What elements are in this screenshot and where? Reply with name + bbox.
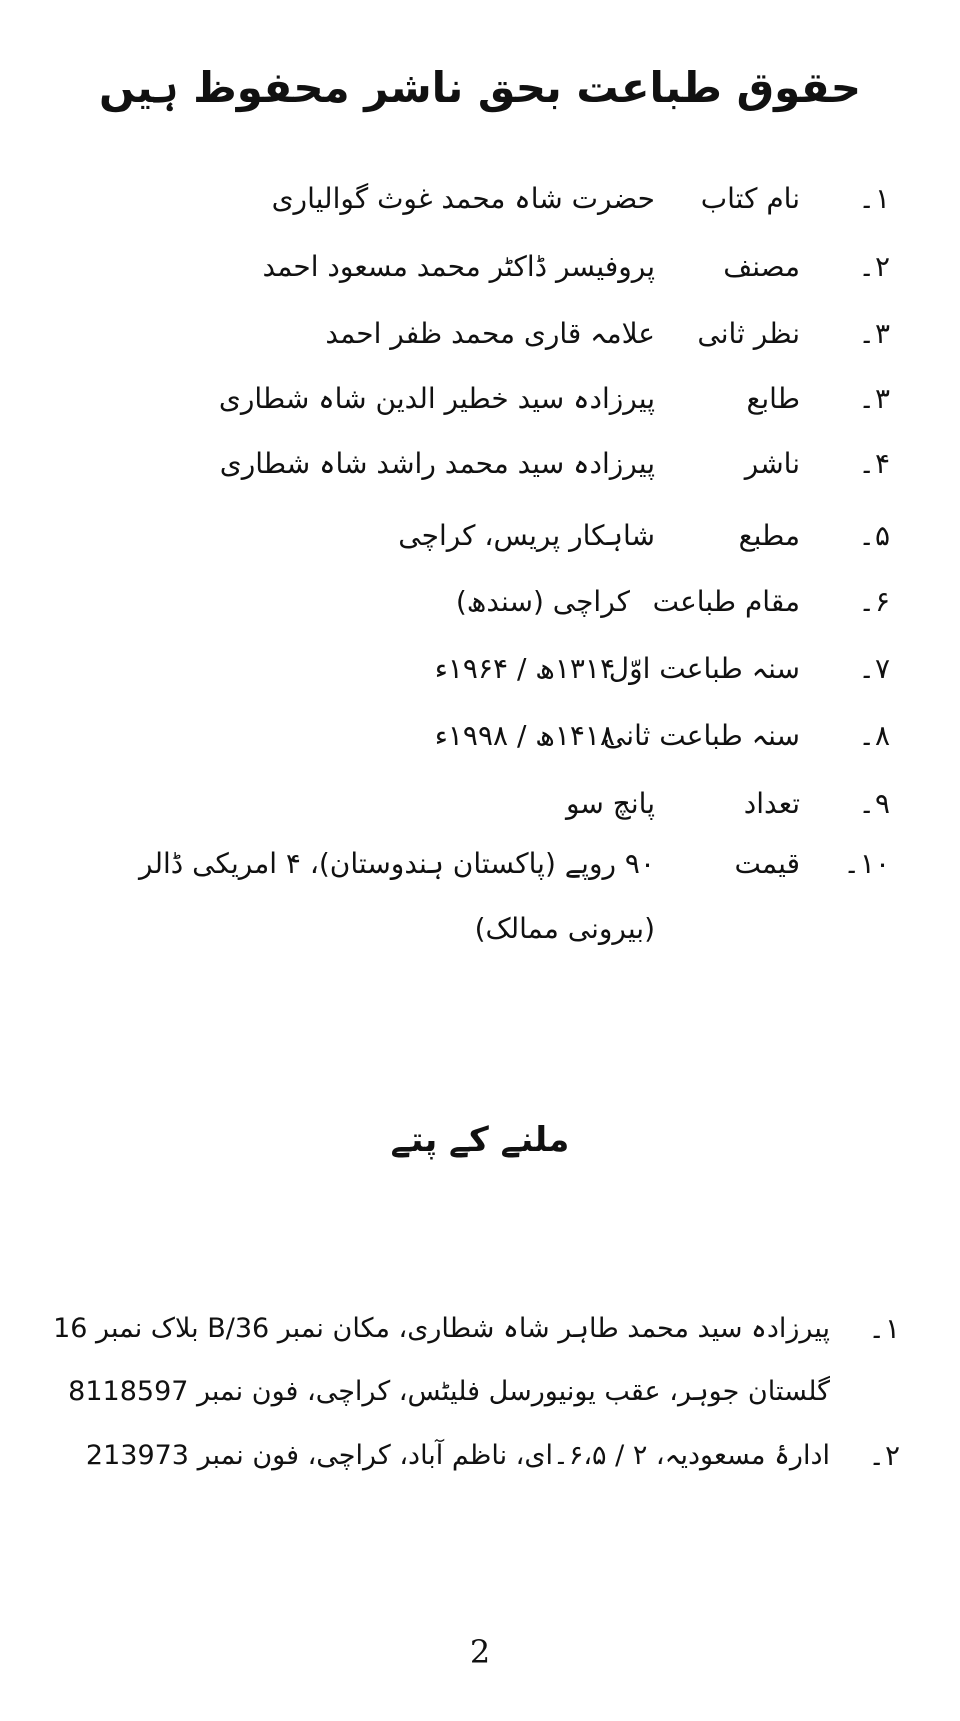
detail-label-quantity: تعداد xyxy=(743,787,800,820)
detail-label-printer: طابع xyxy=(746,382,800,415)
detail-value-print-place: کراچی (سندھ) xyxy=(455,585,630,618)
page-title: حقوق طباعت بحق ناشر محفوظ ہیں xyxy=(99,63,861,112)
detail-label-first-edition: سنہ طباعت اوّل xyxy=(608,652,800,685)
detail-number: ۵۔ xyxy=(858,519,890,552)
detail-value-price: ۹۰ روپے (پاکستان ہندوستان)، ۴ امریکی ڈالر xyxy=(139,847,655,880)
detail-value-author: پروفیسر ڈاکٹر محمد مسعود احمد xyxy=(262,250,655,283)
detail-number: ۶۔ xyxy=(858,585,890,618)
detail-number: ۲۔ xyxy=(858,250,890,283)
address-number: ۲۔ xyxy=(868,1439,900,1472)
detail-label-book-name: نام کتاب xyxy=(700,182,800,215)
detail-value-press: شاہکار پریس، کراچی xyxy=(398,519,655,552)
address-line: پیرزادہ سید محمد طاہر شاہ شطاری، مکان نمبر 36/B بلاک نمبر 16 xyxy=(53,1313,830,1344)
detail-number: ۳۔ xyxy=(858,382,890,415)
detail-number: ۹۔ xyxy=(858,787,890,820)
detail-number: ۸۔ xyxy=(858,719,890,752)
address-line: ادارۂ مسعودیہ، ۲ / ۶،۵۔ای، ناظم آباد، کراچی، فون نمبر 213973 xyxy=(85,1440,830,1471)
detail-label-author: مصنف xyxy=(723,250,800,283)
address-number: ۱۔ xyxy=(868,1312,900,1345)
page-number: 2 xyxy=(469,1633,491,1671)
detail-label-review: نظر ثانی xyxy=(697,317,800,350)
detail-label-print-place: مقام طباعت xyxy=(652,585,800,618)
detail-label-price: قیمت xyxy=(734,847,800,880)
detail-value-review: علامہ قاری محمد ظفر احمد xyxy=(325,317,655,350)
detail-label-second-edition: سنہ طباعت ثانی xyxy=(602,719,800,752)
detail-label-press: مطبع xyxy=(738,519,800,552)
detail-label-publisher: ناشر xyxy=(744,447,800,480)
detail-number: ۴۔ xyxy=(858,447,890,480)
detail-value-quantity: پانچ سو xyxy=(565,787,655,820)
detail-number: ۱۰۔ xyxy=(843,847,890,880)
detail-number: ۱۔ xyxy=(858,182,890,215)
detail-value-price-continued: (بیرونی ممالک) xyxy=(474,912,655,945)
detail-value-second-edition: ۱۴۱۸ھ / ۱۹۹۸ء xyxy=(434,719,615,752)
address-line: گلستان جوہر، عقب یونیورسل فلیٹس، کراچی، فون نمبر 8118597 xyxy=(68,1376,830,1407)
detail-value-book-name: حضرت شاہ محمد غوث گوالیاری xyxy=(271,182,655,215)
detail-number: ۳۔ xyxy=(858,317,890,350)
detail-value-printer: پیرزادہ سید خطیر الدین شاہ شطاری xyxy=(218,382,655,415)
addresses-heading: ملنے کے پتے xyxy=(390,1120,570,1160)
detail-value-publisher: پیرزادہ سید محمد راشد شاہ شطاری xyxy=(219,447,655,480)
detail-number: ۷۔ xyxy=(858,652,890,685)
detail-value-first-edition: ۱۳۱۴ھ / ۱۹۶۴ء xyxy=(434,652,615,685)
